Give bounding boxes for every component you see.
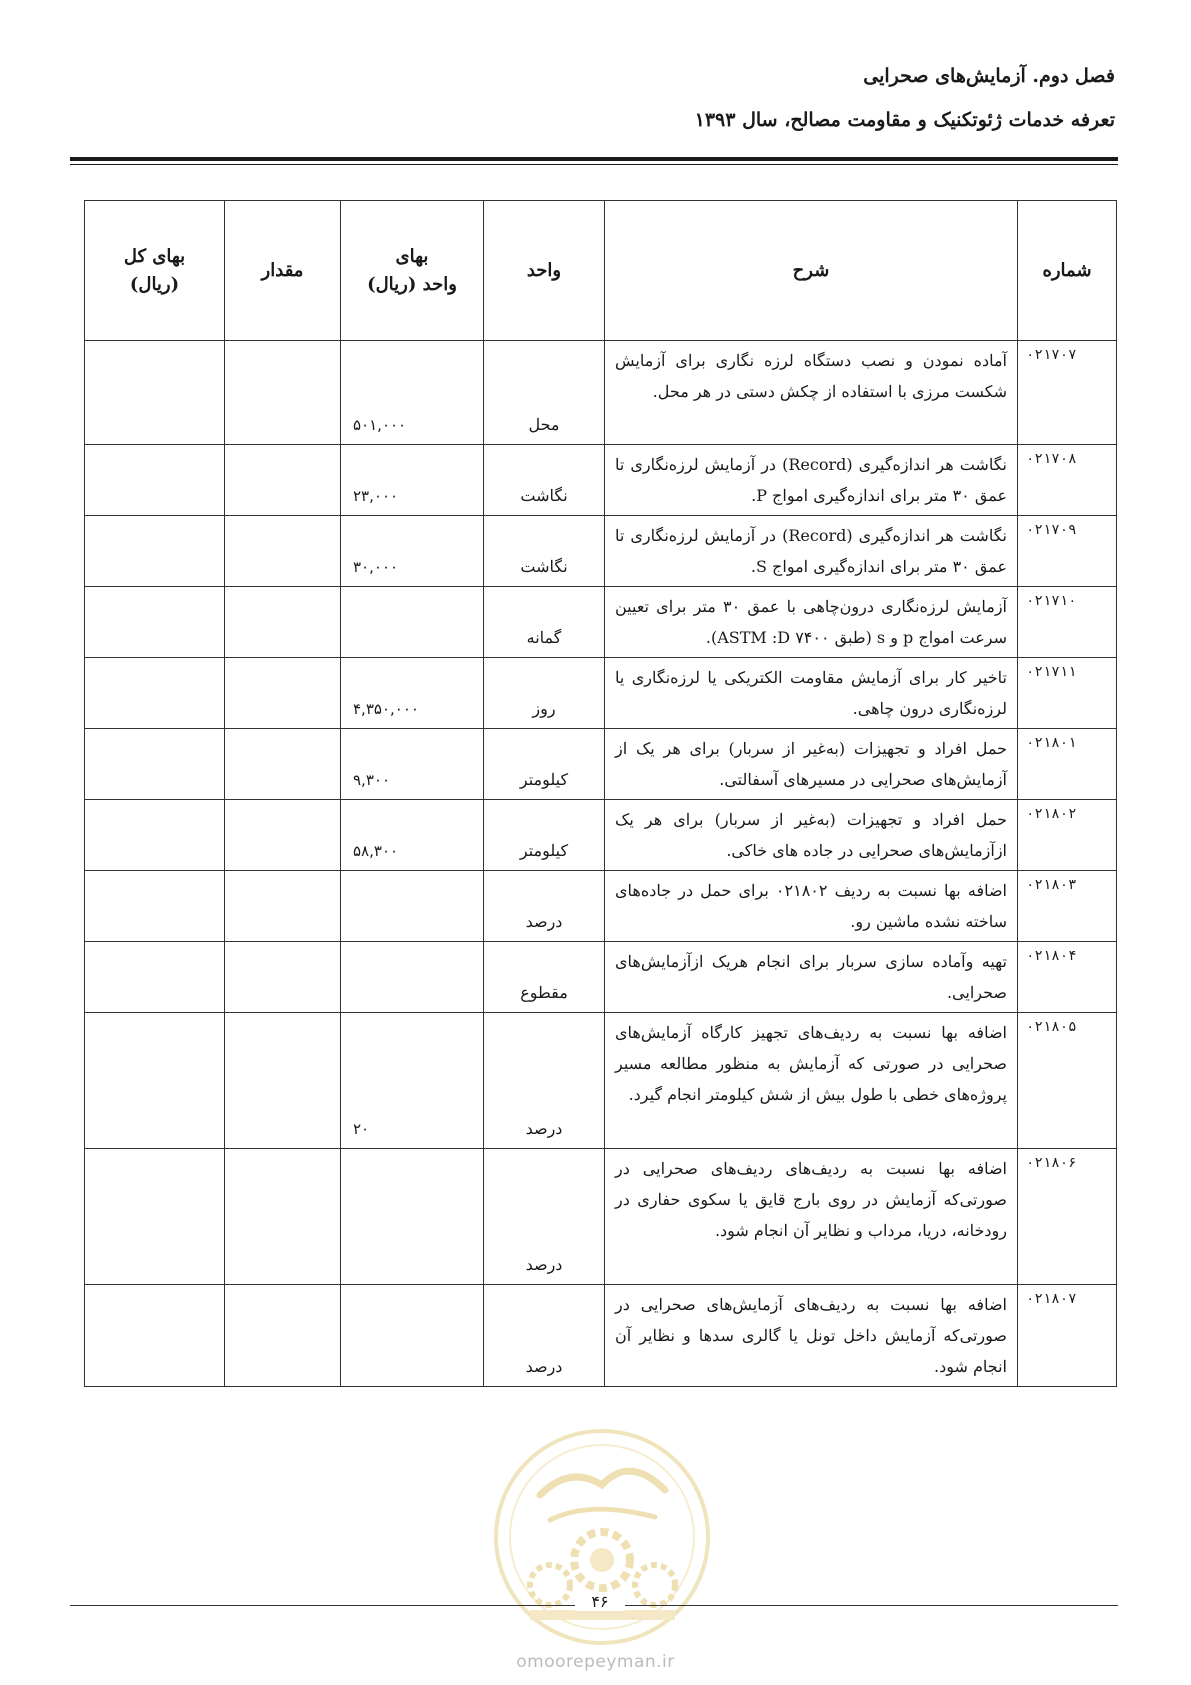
row-unit-price (341, 942, 484, 1013)
table-row (85, 1285, 1117, 1387)
row-description: حمل افراد و تجهیزات (به‌غیر از سربار) برای هر یک ازآزمایش‌های صحرایی در جاده های خاکی. (605, 800, 1018, 871)
row-number: ۰۲۱۷۰۷ (1018, 341, 1117, 445)
row-quantity (225, 658, 341, 729)
table-row (85, 942, 1117, 1013)
row-description: اضافه بها نسبت به ردیف ۰۲۱۸۰۲ برای حمل در جاده‌های ساخته نشده ماشین رو. (605, 871, 1018, 942)
table-row (85, 729, 1117, 800)
table-row (85, 1013, 1117, 1149)
row-number: ۰۲۱۸۰۶ (1018, 1149, 1117, 1285)
row-number: ۰۲۱۸۰۱ (1018, 729, 1117, 800)
row-total (85, 1149, 225, 1285)
page-number: ۴۶ (575, 1592, 625, 1611)
row-number: ۰۲۱۷۱۰ (1018, 587, 1117, 658)
document-subtitle: تعرفه خدمات ژئوتکنیک و مقاومت مصالح، سال ۱۳۹۳ (694, 109, 1115, 131)
row-unit: نگاشت (484, 516, 605, 587)
row-number: ۰۲۱۷۱۱ (1018, 658, 1117, 729)
row-description: آماده نمودن و نصب دستگاه لرزه نگاری برای آزمایش شکست مرزی با استفاده از چکش دستی در هر محل. (605, 341, 1018, 445)
row-number: ۰۲۱۸۰۲ (1018, 800, 1117, 871)
header-number: شماره (1018, 201, 1117, 341)
header-unit-price-line1: بهای (395, 245, 429, 267)
header-total (85, 201, 225, 341)
row-unit: گمانه (484, 587, 605, 658)
row-quantity (225, 871, 341, 942)
table-row (85, 516, 1117, 587)
row-quantity (225, 341, 341, 445)
row-total (85, 1285, 225, 1387)
row-description: اضافه بها نسبت به ردیف‌های آزمایش‌های صحرایی در صورتی‌که آزمایش داخل تونل یا گالری سدها و نظایر آن انجام شود. (605, 1285, 1018, 1387)
row-unit-price: ۴,۳۵۰,۰۰۰ (341, 658, 484, 729)
row-quantity (225, 729, 341, 800)
row-unit: کیلومتر (484, 729, 605, 800)
row-total (85, 1013, 225, 1149)
header-total-line1: بهای کل (123, 245, 186, 267)
header-rule-thin (70, 164, 1118, 165)
row-total (85, 729, 225, 800)
page-header (76, 60, 1115, 136)
row-unit: درصد (484, 1149, 605, 1285)
row-number: ۰۲۱۸۰۳ (1018, 871, 1117, 942)
row-quantity (225, 800, 341, 871)
row-description: اضافه بها نسبت به ردیف‌های ردیف‌های صحرایی در صورتی‌که آزمایش در روی بارج قایق یا سکوی حفاری در رودخانه، دریا، مرداب و نظایر آن انجام شود. (605, 1149, 1018, 1285)
publisher-seal-watermark (490, 1425, 715, 1650)
table-row (85, 341, 1117, 445)
row-total (85, 871, 225, 942)
table-row (85, 587, 1117, 658)
header-quantity: مقدار (225, 201, 341, 341)
row-unit: مقطوع (484, 942, 605, 1013)
row-total (85, 516, 225, 587)
row-description: تاخیر کار برای آزمایش مقاومت الکتریکی یا لرزه‌نگاری یا لرزه‌نگاری درون چاهی. (605, 658, 1018, 729)
row-description: نگاشت هر اندازه‌گیری (Record) در آزمایش لرزه‌نگاری تا عمق ۳۰ متر برای اندازه‌گیری امواج S. (605, 516, 1018, 587)
row-unit-price: ۳۰,۰۰۰ (341, 516, 484, 587)
header-total-line2: (ریال) (129, 273, 180, 295)
table-row (85, 658, 1117, 729)
header-rule-thick (70, 157, 1118, 161)
site-watermark: omoorepeyman.ir (516, 1652, 675, 1672)
row-number: ۰۲۱۸۰۴ (1018, 942, 1117, 1013)
header-unit: واحد (484, 201, 605, 341)
row-quantity (225, 942, 341, 1013)
row-number: ۰۲۱۸۰۷ (1018, 1285, 1117, 1387)
row-description: اضافه بها نسبت به ردیف‌های تجهیز کارگاه آزمایش‌های صحرایی در صورتی که آزمایش به منظور مطالعه مسیر پروژه‌های خطی با طول بیش از شش کیلومتر انجام گیرد. (605, 1013, 1018, 1149)
row-unit: روز (484, 658, 605, 729)
row-description: حمل افراد و تجهیزات (به‌غیر از سربار) برای هر یک از آزمایش‌های صحرایی در مسیرهای آسفالتی. (605, 729, 1018, 800)
row-unit-price: ۲۳,۰۰۰ (341, 445, 484, 516)
row-description: آزمایش لرزه‌نگاری درون‌چاهی با عمق ۳۰ متر برای تعیین سرعت امواج p و s (طبق ASTM :D ۷۴۰۰). (605, 587, 1018, 658)
row-description: نگاشت هر اندازه‌گیری (Record) در آزمایش لرزه‌نگاری تا عمق ۳۰ متر برای اندازه‌گیری امواج P. (605, 445, 1018, 516)
table-row (85, 1149, 1117, 1285)
row-unit: درصد (484, 1013, 605, 1149)
row-quantity (225, 1149, 341, 1285)
row-unit: درصد (484, 1285, 605, 1387)
row-unit-price: ۲۰ (341, 1013, 484, 1149)
row-unit-price: ۵۰۱,۰۰۰ (341, 341, 484, 445)
row-number: ۰۲۱۷۰۹ (1018, 516, 1117, 587)
header-description: شرح (605, 201, 1018, 341)
row-unit: کیلومتر (484, 800, 605, 871)
table-row (85, 800, 1117, 871)
row-unit: نگاشت (484, 445, 605, 516)
row-unit: محل (484, 341, 605, 445)
row-quantity (225, 1013, 341, 1149)
row-quantity (225, 1285, 341, 1387)
row-unit-price (341, 871, 484, 942)
tariff-table (84, 200, 1117, 1387)
header-unit-price (341, 201, 484, 341)
row-description: تهیه وآماده سازی سربار برای انجام هریک ازآزمایش‌های صحرایی. (605, 942, 1018, 1013)
row-number: ۰۲۱۷۰۸ (1018, 445, 1117, 516)
row-quantity (225, 445, 341, 516)
row-unit-price (341, 1149, 484, 1285)
table-header-row (85, 201, 1117, 341)
row-unit-price (341, 1285, 484, 1387)
row-quantity (225, 516, 341, 587)
row-total (85, 341, 225, 445)
row-unit-price (341, 587, 484, 658)
row-total (85, 942, 225, 1013)
header-unit-price-line2: واحد (ریال) (367, 273, 457, 295)
row-total (85, 800, 225, 871)
row-total (85, 658, 225, 729)
row-unit-price: ۵۸,۳۰۰ (341, 800, 484, 871)
chapter-title: فصل دوم. آزمایش‌های صحرایی (863, 65, 1115, 87)
table-row (85, 445, 1117, 516)
row-total (85, 587, 225, 658)
row-total (85, 445, 225, 516)
row-quantity (225, 587, 341, 658)
row-unit: درصد (484, 871, 605, 942)
row-number: ۰۲۱۸۰۵ (1018, 1013, 1117, 1149)
row-unit-price: ۹,۳۰۰ (341, 729, 484, 800)
table-row (85, 871, 1117, 942)
